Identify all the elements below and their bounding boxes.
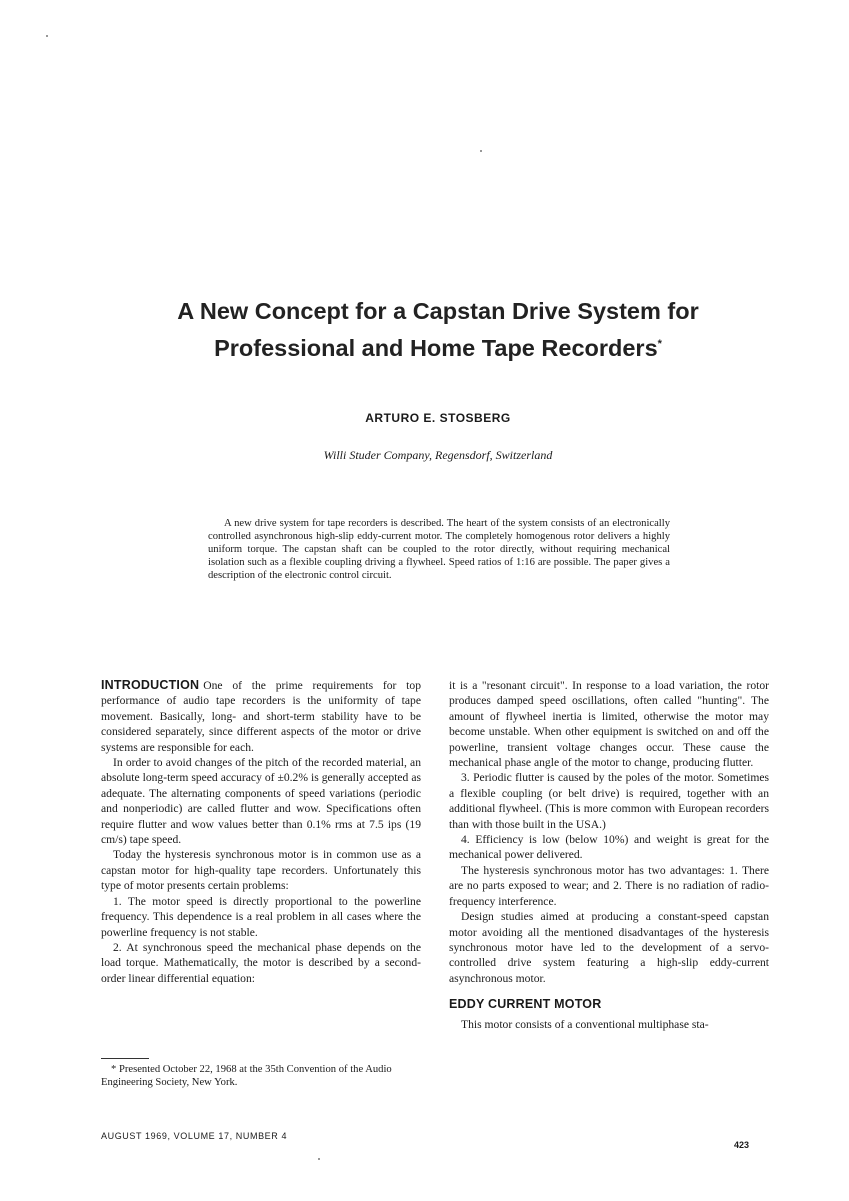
abstract: A new drive system for tape recorders is described. The heart of the system consists of an electronically controlled asynchronous high-slip eddy-current motor. The completely homogenous rotor delivers a highly uniform torque. The capstan shaft can be coupled to the rotor directly, without requiring mechanical isolation such as a flexible coupling driving a flywheel. Speed ratios of 1:16 are possible. The paper gives a description of the electronic control circuit.	[208, 518, 670, 581]
intro-paragraph	[101, 678, 421, 755]
right-column	[449, 678, 769, 1032]
journal-issue-line: AUGUST 1969, VOLUME 17, NUMBER 4	[101, 1131, 288, 1141]
author-name: ARTURO E. STOSBERG	[365, 411, 511, 425]
body-paragraph: 1. The motor speed is directly proportional to the powerline frequency. This dependence is a real problem in all cases where the powerline frequency is not stable.	[101, 894, 421, 939]
body-paragraph: 3. Periodic flutter is caused by the poles of the motor. Sometimes a flexible coupling (or belt drive) is required, together with an additional flywheel. (This is more common with European recorders than with those built in the USA.)	[449, 771, 769, 831]
title-footnote-marker: *	[657, 338, 662, 350]
body-paragraph: This motor consists of a conventional multiphase sta-	[461, 1017, 709, 1031]
title-line-1: A New Concept for a Capstan Drive System for	[177, 298, 699, 324]
intro-text: One of the prime requirements for top performance of audio tape recorders is the uniformity of tape movement. Basically, long- and short-term stability have to be considered separately, since different aspects of the motor or drive systems are responsible for each.	[101, 679, 421, 754]
scan-speck	[318, 1158, 320, 1160]
scan-speck	[46, 35, 48, 37]
scan-speck	[480, 150, 482, 152]
body-paragraph: In order to avoid changes of the pitch of the recorded material, an absolute long-term speed accuracy of ±0.2% is generally accepted as adequate. The alternating components of speed variations (periodic and nonperiodic) are called flutter and wow. Specifications often require flutter and wow values better than 0.1% rms at 7.5 ips (19 cm/s) tape speed.	[101, 756, 421, 847]
body-paragraph: Design studies aimed at producing a constant-speed capstan motor avoiding all the mentioned disadvantages of the hysteresis synchronous motor have led to the development of a servo-controlled drive system featuring a high-slip eddy-current asynchronous motor.	[449, 910, 769, 985]
title-line-2-text: Professional and Home Tape Recorders	[214, 334, 658, 361]
body-paragraph: The hysteresis synchronous motor has two advantages: 1. There are no parts exposed to wear; and 2. There is no radiation of radio-frequency interference.	[449, 863, 769, 908]
author-affiliation: Willi Studer Company, Regensdorf, Switzerland	[323, 448, 553, 462]
introduction-heading: INTRODUCTION	[101, 678, 200, 692]
title-line-2	[100, 328, 776, 365]
body-paragraph: 2. At synchronous speed the mechanical phase depends on the load torque. Mathematically, the motor is described by a second-order linear differential equation:	[101, 940, 421, 985]
footnote-rule	[101, 1058, 149, 1059]
footnote: * Presented October 22, 1968 at the 35th Convention of the Audio Engineering Society, New York.	[101, 1064, 392, 1088]
paper-title	[100, 295, 776, 365]
body-paragraph: 4. Efficiency is low (below 10%) and weight is great for the mechanical power delivered.	[449, 833, 769, 862]
section-heading-eddy-current-motor: EDDY CURRENT MOTOR	[449, 997, 602, 1012]
page-number: 423	[734, 1140, 750, 1150]
left-column	[101, 678, 421, 986]
body-paragraph: it is a "resonant circuit". In response to a load variation, the rotor produces damped speed oscillations, often called "hunting". The amount of flywheel inertia is limited, otherwise the motor may become unstable. When other equipment is switched on and off the powerline, transient voltage changes occur. These cause the mechanical phase angle of the motor to change, producing flutter.	[449, 679, 769, 770]
body-paragraph: Today the hysteresis synchronous motor is in common use as a capstan motor for high-quality tape recorders. Unfortunately this type of motor presents certain problems:	[101, 848, 421, 893]
